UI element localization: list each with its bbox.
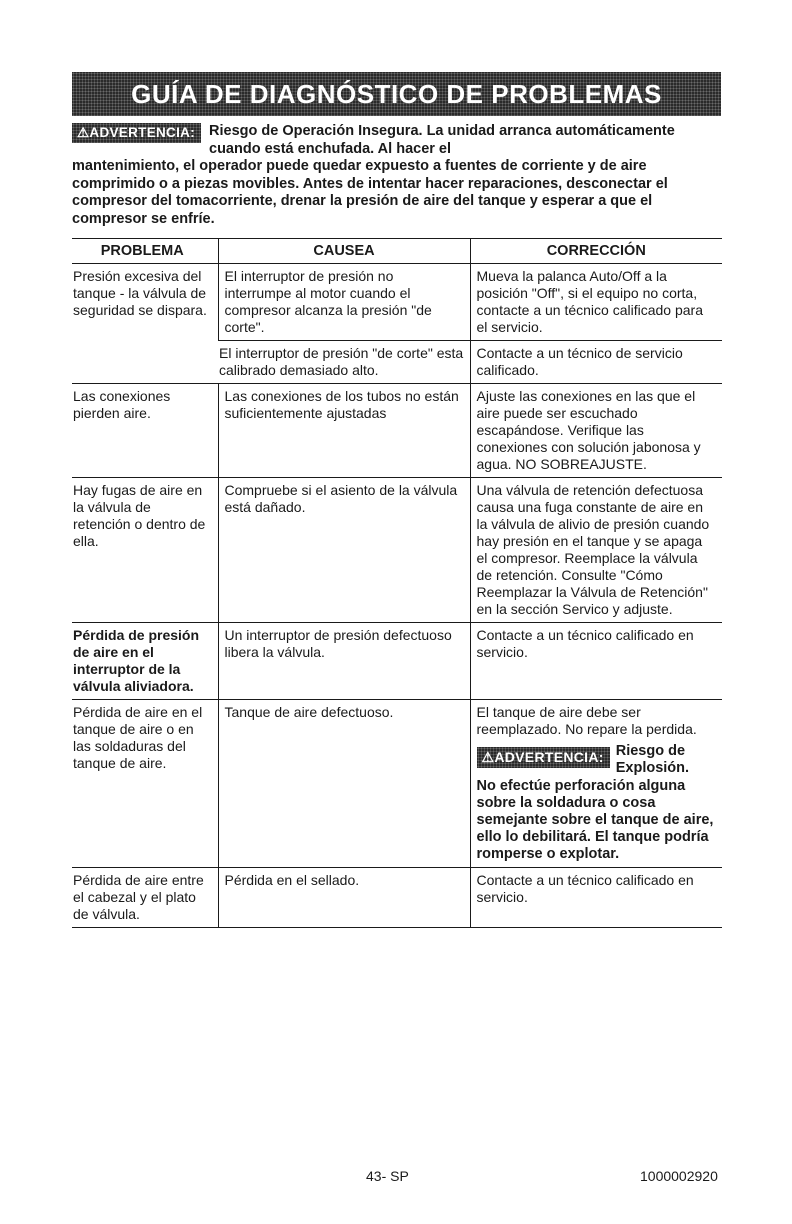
explosion-warning bbox=[477, 743, 717, 863]
correction-cell: Contacte a un técnico de servicio calificado. bbox=[470, 341, 722, 384]
table-header-row bbox=[72, 239, 722, 264]
correction-cell: Mueva la palanca Auto/Off a la posición "Off", si el equipo no corta, contacte a un técnico calificado para el servicio. bbox=[470, 264, 722, 341]
warning-text: mantenimiento, el operador puede quedar expuesto a fuentes de corriente y de aire comprimido o a piezas movibles. Antes de intentar hacer reparaciones, desconectar el compresor del tomacorriente, drenar la presión de aire del tanque y esperar a que el compresor se enfríe. bbox=[72, 158, 668, 227]
problem-cell: Presión excesiva del tanque - la válvula de seguridad se dispara. bbox=[72, 264, 218, 384]
table-row bbox=[72, 264, 722, 341]
table-row bbox=[72, 478, 722, 623]
table-row bbox=[72, 700, 722, 868]
table-row bbox=[72, 623, 722, 700]
problem-cell: Pérdida de aire en el tanque de aire o en las soldaduras del tanque de aire. bbox=[72, 700, 218, 868]
cause-cell: Tanque de aire defectuoso. bbox=[218, 700, 470, 868]
document-number: 1000002920 bbox=[640, 1168, 718, 1184]
warning-badge: ⚠ADVERTENCIA: bbox=[72, 123, 201, 143]
table-row bbox=[72, 868, 722, 928]
correction-cell bbox=[470, 700, 722, 868]
problem-cell: Pérdida de aire entre el cabezal y el plato de válvula. bbox=[72, 868, 218, 928]
cause-cell: Compruebe si el asiento de la válvula está dañado. bbox=[218, 478, 470, 623]
warning-notice bbox=[72, 123, 722, 228]
page-title: GUÍA DE DIAGNÓSTICO DE PROBLEMAS bbox=[131, 78, 662, 109]
table-row bbox=[72, 384, 722, 478]
correction-text: El tanque de aire debe ser reemplazado. No repare la perdida. bbox=[476, 704, 697, 737]
problem-cell: Hay fugas de aire en la válvula de retención o dentro de ella. bbox=[72, 478, 218, 623]
correction-cell: Contacte a un técnico calificado en servicio. bbox=[470, 623, 722, 700]
header-correction: CORRECCIÓN bbox=[470, 239, 722, 264]
correction-cell: Ajuste las conexiones en las que el aire puede ser escuchado escapándose. Verifique las conexiones con solución jabonosa y agua. NO SOBREAJUSTE. bbox=[470, 384, 722, 478]
explosion-warning-title: Riesgo de Explosión. bbox=[615, 743, 690, 776]
cause-cell: El interruptor de presión no interrumpe al motor cuando el compresor alcanza la presión "de corte". bbox=[218, 264, 470, 341]
page-number: 43- SP bbox=[366, 1168, 409, 1184]
warning-badge: ⚠ADVERTENCIA: bbox=[477, 747, 610, 768]
problem-cell: Las conexiones pierden aire. bbox=[72, 384, 218, 478]
warning-lead: Riesgo de Operación Insegura. La unidad arranca automáticamente cuando está enchufada. Al hacer el bbox=[209, 123, 675, 157]
page-title-banner bbox=[72, 72, 721, 116]
cause-cell: El interruptor de presión "de corte" esta calibrado demasiado alto. bbox=[218, 341, 470, 384]
header-cause: CAUSEA bbox=[218, 239, 470, 264]
problem-cell: Pérdida de presión de aire en el interruptor de la válvula aliviadora. bbox=[72, 623, 218, 700]
header-problem: PROBLEMA bbox=[72, 239, 218, 264]
cause-cell: Un interruptor de presión defectuoso libera la válvula. bbox=[218, 623, 470, 700]
troubleshooting-table bbox=[72, 238, 722, 928]
cause-cell: Pérdida en el sellado. bbox=[218, 868, 470, 928]
correction-cell: Contacte a un técnico calificado en servicio. bbox=[470, 868, 722, 928]
cause-cell: Las conexiones de los tubos no están suficientemente ajustadas bbox=[218, 384, 470, 478]
correction-cell: Una válvula de retención defectuosa causa una fuga constante de aire en la válvula de alivio de presión cuando hay presión en el tanque y se apaga el compresor. Reemplace la válvula de retención. Consulte "Cómo Reemplazar la Válvula de Retención" en la sección Servico y adjuste. bbox=[470, 478, 722, 623]
explosion-warning-text: No efectúe perforación alguna sobre la soldadura o cosa semejante sobre el tanque de aire, ello lo debilitará. El tanque podría romperse o explotar. bbox=[476, 778, 714, 862]
